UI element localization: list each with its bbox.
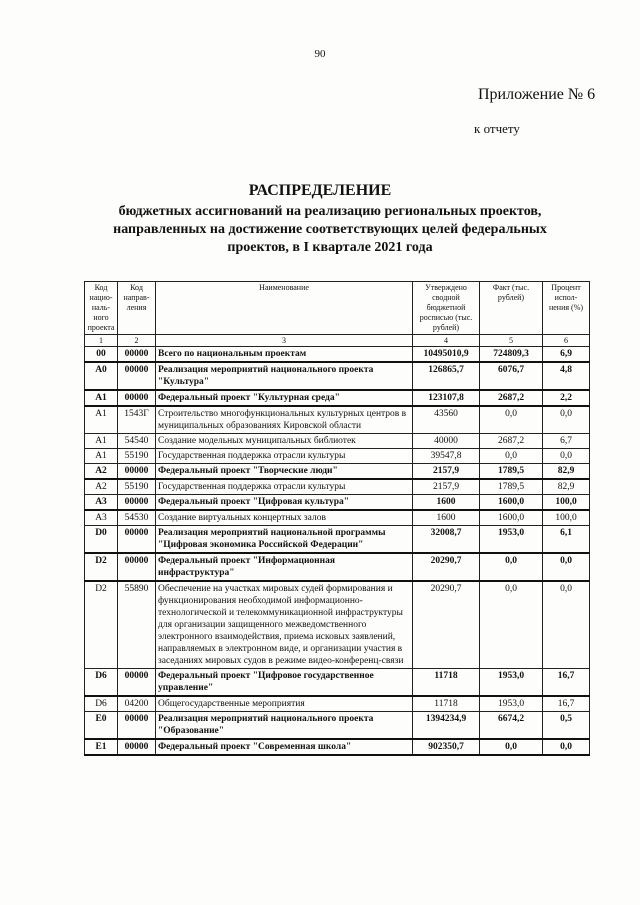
col-number: 3	[156, 335, 413, 347]
cell-approved: 126865,7	[413, 362, 480, 390]
cell-name: Реализация мероприятий национальной программы "Цифровая экономика Российской Федерации"	[156, 526, 413, 554]
cell-name: Федеральный проект "Информационная инфраструктура"	[156, 553, 413, 581]
col-number: 6	[543, 335, 590, 347]
cell-name: Государственная поддержка отрасли культуры	[156, 479, 413, 495]
cell-percent: 0,0	[543, 581, 590, 669]
cell-fact: 2687,2	[480, 390, 543, 406]
table-row	[85, 479, 590, 495]
page-number: 90	[314, 48, 326, 60]
budget-allocation-table	[84, 281, 590, 756]
cell-fact: 724809,3	[480, 347, 543, 363]
cell-fact: 1600,0	[480, 510, 543, 526]
table-body	[85, 347, 590, 756]
cell-name: Реализация мероприятий национального проекта "Образование"	[156, 712, 413, 740]
cell-direction: 00000	[118, 362, 156, 390]
cell-fact: 1600,0	[480, 495, 543, 511]
col-number: 4	[413, 335, 480, 347]
cell-direction: 54540	[118, 434, 156, 449]
cell-fact: 2687,2	[480, 434, 543, 449]
cell-code: Е1	[85, 739, 118, 755]
cell-percent: 4,8	[543, 362, 590, 390]
cell-fact: 0,0	[480, 581, 543, 669]
cell-code: А1	[85, 406, 118, 434]
cell-percent: 0,0	[543, 739, 590, 755]
appendix-label: Приложение № 6	[478, 86, 596, 103]
table-row	[85, 696, 590, 712]
cell-percent: 0,0	[543, 553, 590, 581]
cell-code: 00	[85, 347, 118, 363]
cell-code: D6	[85, 696, 118, 712]
cell-fact: 1789,5	[480, 479, 543, 495]
cell-code: А3	[85, 510, 118, 526]
cell-code: D6	[85, 669, 118, 697]
cell-direction: 00000	[118, 669, 156, 697]
cell-code: А2	[85, 464, 118, 480]
cell-fact: 1789,5	[480, 464, 543, 480]
cell-direction: 00000	[118, 712, 156, 740]
cell-name: Федеральный проект "Культурная среда"	[156, 390, 413, 406]
header-row	[85, 282, 590, 335]
cell-code: А1	[85, 390, 118, 406]
table-row	[85, 669, 590, 697]
cell-fact: 0,0	[480, 553, 543, 581]
cell-approved: 11718	[413, 669, 480, 697]
cell-fact: 0,0	[480, 739, 543, 755]
cell-direction: 54530	[118, 510, 156, 526]
cell-percent: 100,0	[543, 495, 590, 511]
cell-fact: 6674,2	[480, 712, 543, 740]
header-approved: Утверждено сводной бюджетной росписью (тыс. рублей)	[413, 282, 480, 335]
table-row	[85, 526, 590, 554]
cell-direction: 55890	[118, 581, 156, 669]
cell-percent: 6,1	[543, 526, 590, 554]
cell-name: Общегосударственные мероприятия	[156, 696, 413, 712]
cell-direction: 00000	[118, 739, 156, 755]
col-number: 1	[85, 335, 118, 347]
cell-percent: 0,5	[543, 712, 590, 740]
column-number-row	[85, 335, 590, 347]
cell-percent: 82,9	[543, 464, 590, 480]
cell-name: Обеспечение на участках мировых судей формирования и функционирования необходимой информационно-технологической и телекоммуникационной инфраструктуры для организации защищенного межведомственного электронного взаимодействия, приема исковых заявлений, направляемых в электронном виде, и организации участия в заседаниях мировых судов в режиме видео-конференц-связи	[156, 581, 413, 669]
table-row	[85, 390, 590, 406]
cell-approved: 10495010,9	[413, 347, 480, 363]
cell-direction: 55190	[118, 479, 156, 495]
cell-name: Государственная поддержка отрасли культуры	[156, 449, 413, 464]
cell-direction: 00000	[118, 526, 156, 554]
cell-name: Реализация мероприятий национального проекта "Культура"	[156, 362, 413, 390]
document-title: РАСПРЕДЕЛЕНИЕ	[248, 182, 392, 199]
cell-name: Создание виртуальных концертных залов	[156, 510, 413, 526]
cell-direction: 00000	[118, 390, 156, 406]
cell-direction: 04200	[118, 696, 156, 712]
table-row	[85, 449, 590, 464]
header-code-dir: Код направ-ления	[118, 282, 156, 335]
cell-approved: 2157,9	[413, 479, 480, 495]
table-row	[85, 464, 590, 480]
cell-name: Строительство многофункциональных культурных центров в муниципальных образованиях Кировской области	[156, 406, 413, 434]
cell-approved: 40000	[413, 434, 480, 449]
cell-direction: 00000	[118, 495, 156, 511]
table-row	[85, 553, 590, 581]
header-code-np: Код нацио-наль-ного проекта	[85, 282, 118, 335]
cell-name: Федеральный проект "Творческие люди"	[156, 464, 413, 480]
cell-name: Всего по национальным проектам	[156, 347, 413, 363]
cell-percent: 2,2	[543, 390, 590, 406]
cell-fact: 1953,0	[480, 669, 543, 697]
header-name: Наименование	[156, 282, 413, 335]
cell-code: Е0	[85, 712, 118, 740]
table-row	[85, 581, 590, 669]
cell-percent: 0,0	[543, 449, 590, 464]
header-fact: Факт (тыс. рублей)	[480, 282, 543, 335]
cell-name: Создание модельных муниципальных библиотек	[156, 434, 413, 449]
table-row	[85, 739, 590, 755]
cell-direction: 00000	[118, 347, 156, 363]
col-number: 5	[480, 335, 543, 347]
cell-percent: 100,0	[543, 510, 590, 526]
cell-percent: 6,7	[543, 434, 590, 449]
cell-fact: 6076,7	[480, 362, 543, 390]
header-percent: Процент испол-нения (%)	[543, 282, 590, 335]
cell-name: Федеральный проект "Цифровая культура"	[156, 495, 413, 511]
table-row	[85, 712, 590, 740]
table-row	[85, 510, 590, 526]
cell-percent: 16,7	[543, 696, 590, 712]
cell-direction: 00000	[118, 464, 156, 480]
cell-approved: 39547,8	[413, 449, 480, 464]
cell-approved: 123107,8	[413, 390, 480, 406]
cell-percent: 0,0	[543, 406, 590, 434]
table-row	[85, 362, 590, 390]
table-row	[85, 406, 590, 434]
cell-name: Федеральный проект "Современная школа"	[156, 739, 413, 755]
cell-name: Федеральный проект "Цифровое государственное управление"	[156, 669, 413, 697]
table-row	[85, 434, 590, 449]
cell-direction: 55190	[118, 449, 156, 464]
cell-approved: 1600	[413, 510, 480, 526]
cell-direction: 00000	[118, 553, 156, 581]
cell-approved: 1394234,9	[413, 712, 480, 740]
cell-approved: 1600	[413, 495, 480, 511]
cell-fact: 0,0	[480, 406, 543, 434]
document-subtitle: бюджетных ассигнований на реализацию региональных проектов, направленных на достижение соответствующих целей федеральных проектов, в I квартале 2021 года	[113, 204, 547, 255]
cell-code: А3	[85, 495, 118, 511]
cell-code: D0	[85, 526, 118, 554]
table-row	[85, 347, 590, 363]
cell-approved: 2157,9	[413, 464, 480, 480]
cell-fact: 0,0	[480, 449, 543, 464]
cell-percent: 16,7	[543, 669, 590, 697]
cell-approved: 20290,7	[413, 581, 480, 669]
cell-code: D2	[85, 553, 118, 581]
col-number: 2	[118, 335, 156, 347]
report-label: к отчету	[474, 121, 520, 136]
table-row	[85, 495, 590, 511]
cell-approved: 11718	[413, 696, 480, 712]
cell-code: А1	[85, 449, 118, 464]
cell-code: D2	[85, 581, 118, 669]
cell-direction: 1543Г	[118, 406, 156, 434]
cell-approved: 43560	[413, 406, 480, 434]
cell-approved: 32008,7	[413, 526, 480, 554]
cell-approved: 20290,7	[413, 553, 480, 581]
cell-percent: 82,9	[543, 479, 590, 495]
cell-code: А0	[85, 362, 118, 390]
cell-approved: 902350,7	[413, 739, 480, 755]
cell-fact: 1953,0	[480, 696, 543, 712]
cell-code: А2	[85, 479, 118, 495]
cell-code: А1	[85, 434, 118, 449]
cell-fact: 1953,0	[480, 526, 543, 554]
cell-percent: 6,9	[543, 347, 590, 363]
